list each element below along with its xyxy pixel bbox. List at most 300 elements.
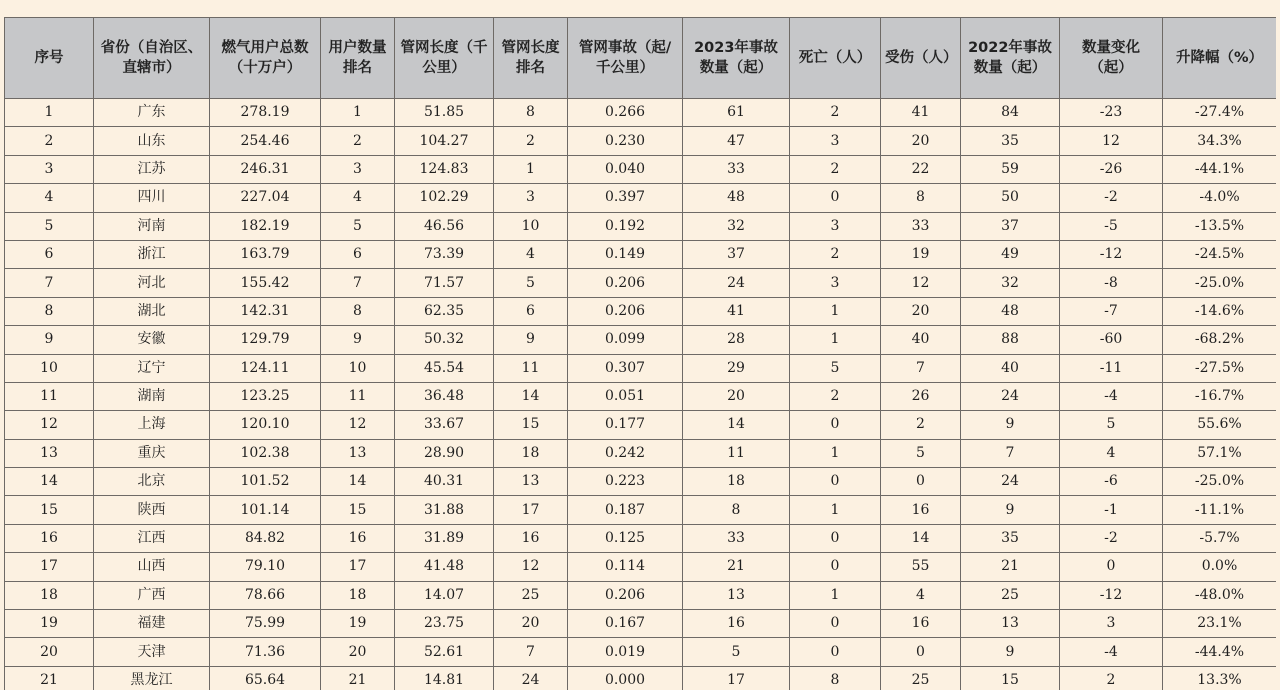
cell-users: 71.36 <box>210 638 321 666</box>
cell-users: 124.11 <box>210 354 321 382</box>
cell-users: 78.66 <box>210 581 321 609</box>
cell-users: 75.99 <box>210 610 321 638</box>
cell-pipe-rank: 2 <box>494 127 568 155</box>
cell-user-rank: 7 <box>321 269 395 297</box>
cell-index: 12 <box>5 411 94 439</box>
table-body <box>5 99 1277 690</box>
cell-change: 2 <box>1060 666 1163 690</box>
cell-accident-rate: 0.177 <box>568 411 683 439</box>
cell-injuries: 14 <box>881 524 961 552</box>
header-pipe-length <box>395 18 494 99</box>
cell-accidents-2022: 25 <box>961 581 1060 609</box>
cell-pipe-rank: 24 <box>494 666 568 690</box>
table-row <box>5 496 1277 524</box>
cell-accident-rate: 0.051 <box>568 382 683 410</box>
header-label: 数量变化（起） <box>1082 40 1140 76</box>
cell-pipe-length: 41.48 <box>395 553 494 581</box>
table-row <box>5 240 1277 268</box>
cell-change-pct: -4.0% <box>1163 184 1277 212</box>
cell-accident-rate: 0.000 <box>568 666 683 690</box>
cell-accidents-2022: 9 <box>961 638 1060 666</box>
cell-pipe-length: 46.56 <box>395 212 494 240</box>
cell-user-rank: 17 <box>321 553 395 581</box>
header-pipe-rank <box>494 18 568 99</box>
header-row <box>5 18 1277 99</box>
cell-province: 安徽 <box>94 326 210 354</box>
cell-accidents-2023: 21 <box>683 553 790 581</box>
cell-user-rank: 14 <box>321 468 395 496</box>
header-label: 燃气用户总数（十万户） <box>221 40 309 76</box>
cell-accidents-2022: 24 <box>961 382 1060 410</box>
cell-injuries: 55 <box>881 553 961 581</box>
header-label: 序号 <box>34 50 64 66</box>
cell-deaths: 2 <box>790 240 881 268</box>
cell-users: 227.04 <box>210 184 321 212</box>
cell-change: -26 <box>1060 155 1163 183</box>
cell-change: 4 <box>1060 439 1163 467</box>
cell-injuries: 19 <box>881 240 961 268</box>
cell-user-rank: 8 <box>321 297 395 325</box>
cell-injuries: 2 <box>881 411 961 439</box>
cell-accidents-2023: 48 <box>683 184 790 212</box>
cell-pipe-length: 51.85 <box>395 99 494 127</box>
cell-change-pct: -48.0% <box>1163 581 1277 609</box>
cell-change-pct: -24.5% <box>1163 240 1277 268</box>
cell-pipe-length: 124.83 <box>395 155 494 183</box>
cell-users: 155.42 <box>210 269 321 297</box>
cell-pipe-rank: 25 <box>494 581 568 609</box>
cell-change: -2 <box>1060 524 1163 552</box>
cell-index: 6 <box>5 240 94 268</box>
cell-change-pct: -5.7% <box>1163 524 1277 552</box>
cell-injuries: 20 <box>881 297 961 325</box>
cell-change-pct: -68.2% <box>1163 326 1277 354</box>
cell-index: 4 <box>5 184 94 212</box>
cell-accident-rate: 0.099 <box>568 326 683 354</box>
cell-injuries: 5 <box>881 439 961 467</box>
cell-deaths: 3 <box>790 212 881 240</box>
cell-users: 79.10 <box>210 553 321 581</box>
cell-index: 7 <box>5 269 94 297</box>
cell-user-rank: 5 <box>321 212 395 240</box>
cell-change: -6 <box>1060 468 1163 496</box>
cell-accident-rate: 0.206 <box>568 269 683 297</box>
cell-change-pct: 55.6% <box>1163 411 1277 439</box>
cell-accidents-2022: 9 <box>961 411 1060 439</box>
cell-accidents-2023: 33 <box>683 155 790 183</box>
cell-users: 182.19 <box>210 212 321 240</box>
table-row <box>5 326 1277 354</box>
cell-injuries: 16 <box>881 610 961 638</box>
header-label: 升降幅（%） <box>1175 50 1264 66</box>
cell-accidents-2022: 21 <box>961 553 1060 581</box>
cell-accidents-2022: 49 <box>961 240 1060 268</box>
cell-index: 18 <box>5 581 94 609</box>
cell-accidents-2023: 20 <box>683 382 790 410</box>
header-province <box>94 18 210 99</box>
cell-province: 四川 <box>94 184 210 212</box>
header-label: 管网长度（千公里） <box>400 40 488 76</box>
header-users <box>210 18 321 99</box>
cell-pipe-length: 31.89 <box>395 524 494 552</box>
header-change <box>1060 18 1163 99</box>
cell-user-rank: 4 <box>321 184 395 212</box>
cell-pipe-length: 23.75 <box>395 610 494 638</box>
header-label: 死亡（人） <box>798 50 872 66</box>
cell-accidents-2022: 35 <box>961 524 1060 552</box>
cell-deaths: 0 <box>790 184 881 212</box>
cell-deaths: 1 <box>790 581 881 609</box>
cell-accident-rate: 0.114 <box>568 553 683 581</box>
cell-province: 北京 <box>94 468 210 496</box>
cell-change: 0 <box>1060 553 1163 581</box>
header-deaths <box>790 18 881 99</box>
gas-accident-table <box>4 17 1276 690</box>
cell-injuries: 16 <box>881 496 961 524</box>
cell-accident-rate: 0.187 <box>568 496 683 524</box>
table-row <box>5 439 1277 467</box>
cell-index: 8 <box>5 297 94 325</box>
cell-pipe-rank: 12 <box>494 553 568 581</box>
cell-index: 1 <box>5 99 94 127</box>
table-row <box>5 411 1277 439</box>
cell-accidents-2022: 88 <box>961 326 1060 354</box>
table-row <box>5 638 1277 666</box>
cell-change: -2 <box>1060 184 1163 212</box>
table-row <box>5 524 1277 552</box>
cell-accidents-2022: 15 <box>961 666 1060 690</box>
cell-index: 17 <box>5 553 94 581</box>
cell-pipe-rank: 5 <box>494 269 568 297</box>
cell-injuries: 4 <box>881 581 961 609</box>
cell-index: 19 <box>5 610 94 638</box>
cell-injuries: 40 <box>881 326 961 354</box>
cell-change: -4 <box>1060 382 1163 410</box>
cell-users: 246.31 <box>210 155 321 183</box>
cell-province: 天津 <box>94 638 210 666</box>
cell-pipe-length: 52.61 <box>395 638 494 666</box>
cell-province: 广西 <box>94 581 210 609</box>
table-header <box>5 18 1277 99</box>
cell-pipe-length: 14.07 <box>395 581 494 609</box>
cell-accident-rate: 0.149 <box>568 240 683 268</box>
cell-change: -12 <box>1060 240 1163 268</box>
table-row <box>5 382 1277 410</box>
cell-province: 辽宁 <box>94 354 210 382</box>
cell-users: 65.64 <box>210 666 321 690</box>
cell-user-rank: 12 <box>321 411 395 439</box>
cell-pipe-rank: 15 <box>494 411 568 439</box>
cell-change-pct: 23.1% <box>1163 610 1277 638</box>
cell-province: 山东 <box>94 127 210 155</box>
cell-pipe-length: 28.90 <box>395 439 494 467</box>
cell-index: 11 <box>5 382 94 410</box>
cell-accidents-2022: 37 <box>961 212 1060 240</box>
cell-deaths: 8 <box>790 666 881 690</box>
cell-province: 江苏 <box>94 155 210 183</box>
cell-accidents-2023: 37 <box>683 240 790 268</box>
cell-injuries: 8 <box>881 184 961 212</box>
cell-user-rank: 1 <box>321 99 395 127</box>
cell-pipe-length: 102.29 <box>395 184 494 212</box>
cell-accidents-2022: 32 <box>961 269 1060 297</box>
cell-users: 123.25 <box>210 382 321 410</box>
cell-injuries: 20 <box>881 127 961 155</box>
header-accidents-2023 <box>683 18 790 99</box>
cell-accidents-2023: 11 <box>683 439 790 467</box>
cell-pipe-rank: 1 <box>494 155 568 183</box>
cell-accident-rate: 0.242 <box>568 439 683 467</box>
cell-province: 广东 <box>94 99 210 127</box>
cell-users: 84.82 <box>210 524 321 552</box>
cell-change: -12 <box>1060 581 1163 609</box>
cell-deaths: 0 <box>790 524 881 552</box>
cell-pipe-rank: 8 <box>494 99 568 127</box>
table-row <box>5 553 1277 581</box>
table-row <box>5 155 1277 183</box>
cell-accident-rate: 0.307 <box>568 354 683 382</box>
cell-pipe-length: 45.54 <box>395 354 494 382</box>
cell-accident-rate: 0.266 <box>568 99 683 127</box>
cell-user-rank: 3 <box>321 155 395 183</box>
cell-change: -8 <box>1060 269 1163 297</box>
cell-index: 14 <box>5 468 94 496</box>
cell-change: 5 <box>1060 411 1163 439</box>
cell-injuries: 12 <box>881 269 961 297</box>
cell-accidents-2023: 8 <box>683 496 790 524</box>
cell-index: 15 <box>5 496 94 524</box>
cell-accident-rate: 0.167 <box>568 610 683 638</box>
cell-accidents-2023: 41 <box>683 297 790 325</box>
cell-pipe-length: 104.27 <box>395 127 494 155</box>
cell-province: 河南 <box>94 212 210 240</box>
table-row <box>5 269 1277 297</box>
table-row <box>5 666 1277 690</box>
cell-change: -4 <box>1060 638 1163 666</box>
header-label: 省份（自治区、直辖市） <box>100 40 203 76</box>
cell-users: 101.14 <box>210 496 321 524</box>
table-row <box>5 297 1277 325</box>
cell-accidents-2023: 17 <box>683 666 790 690</box>
cell-pipe-length: 31.88 <box>395 496 494 524</box>
table-row <box>5 354 1277 382</box>
cell-change-pct: 0.0% <box>1163 553 1277 581</box>
cell-accident-rate: 0.230 <box>568 127 683 155</box>
cell-change: -11 <box>1060 354 1163 382</box>
cell-injuries: 22 <box>881 155 961 183</box>
cell-users: 129.79 <box>210 326 321 354</box>
cell-user-rank: 2 <box>321 127 395 155</box>
cell-pipe-length: 33.67 <box>395 411 494 439</box>
cell-injuries: 33 <box>881 212 961 240</box>
cell-index: 20 <box>5 638 94 666</box>
cell-pipe-length: 14.81 <box>395 666 494 690</box>
header-user-rank <box>321 18 395 99</box>
cell-change: -5 <box>1060 212 1163 240</box>
cell-index: 16 <box>5 524 94 552</box>
cell-change: -23 <box>1060 99 1163 127</box>
cell-accidents-2022: 50 <box>961 184 1060 212</box>
cell-pipe-length: 50.32 <box>395 326 494 354</box>
cell-pipe-rank: 14 <box>494 382 568 410</box>
cell-pipe-rank: 6 <box>494 297 568 325</box>
cell-index: 9 <box>5 326 94 354</box>
cell-index: 5 <box>5 212 94 240</box>
cell-change-pct: -16.7% <box>1163 382 1277 410</box>
table-row <box>5 184 1277 212</box>
cell-deaths: 3 <box>790 127 881 155</box>
cell-accidents-2022: 13 <box>961 610 1060 638</box>
cell-province: 河北 <box>94 269 210 297</box>
cell-user-rank: 18 <box>321 581 395 609</box>
cell-index: 21 <box>5 666 94 690</box>
cell-change: 3 <box>1060 610 1163 638</box>
cell-accidents-2023: 29 <box>683 354 790 382</box>
cell-user-rank: 21 <box>321 666 395 690</box>
cell-province: 上海 <box>94 411 210 439</box>
cell-injuries: 26 <box>881 382 961 410</box>
cell-pipe-rank: 13 <box>494 468 568 496</box>
cell-accidents-2022: 35 <box>961 127 1060 155</box>
cell-user-rank: 10 <box>321 354 395 382</box>
cell-accidents-2022: 24 <box>961 468 1060 496</box>
cell-accidents-2022: 9 <box>961 496 1060 524</box>
cell-user-rank: 6 <box>321 240 395 268</box>
cell-deaths: 0 <box>790 610 881 638</box>
cell-accidents-2022: 40 <box>961 354 1060 382</box>
cell-deaths: 3 <box>790 269 881 297</box>
cell-users: 278.19 <box>210 99 321 127</box>
cell-accident-rate: 0.019 <box>568 638 683 666</box>
table-row <box>5 468 1277 496</box>
cell-province: 山西 <box>94 553 210 581</box>
table-row <box>5 581 1277 609</box>
cell-change-pct: -27.5% <box>1163 354 1277 382</box>
cell-user-rank: 15 <box>321 496 395 524</box>
cell-pipe-length: 73.39 <box>395 240 494 268</box>
cell-accident-rate: 0.125 <box>568 524 683 552</box>
cell-accidents-2023: 47 <box>683 127 790 155</box>
cell-change-pct: -25.0% <box>1163 269 1277 297</box>
cell-deaths: 5 <box>790 354 881 382</box>
cell-accidents-2023: 16 <box>683 610 790 638</box>
cell-users: 163.79 <box>210 240 321 268</box>
header-label: 管网长度排名 <box>501 40 560 76</box>
cell-accident-rate: 0.223 <box>568 468 683 496</box>
cell-user-rank: 9 <box>321 326 395 354</box>
cell-pipe-rank: 20 <box>494 610 568 638</box>
cell-change-pct: -13.5% <box>1163 212 1277 240</box>
cell-pipe-length: 36.48 <box>395 382 494 410</box>
cell-accidents-2022: 48 <box>961 297 1060 325</box>
cell-change-pct: 13.3% <box>1163 666 1277 690</box>
cell-deaths: 1 <box>790 297 881 325</box>
cell-deaths: 0 <box>790 638 881 666</box>
header-label: 受伤（人） <box>885 50 958 66</box>
cell-accident-rate: 0.192 <box>568 212 683 240</box>
cell-injuries: 0 <box>881 468 961 496</box>
cell-change: -1 <box>1060 496 1163 524</box>
cell-deaths: 0 <box>790 411 881 439</box>
cell-index: 10 <box>5 354 94 382</box>
cell-province: 重庆 <box>94 439 210 467</box>
cell-province: 陕西 <box>94 496 210 524</box>
cell-accidents-2023: 13 <box>683 581 790 609</box>
cell-deaths: 1 <box>790 326 881 354</box>
table-row <box>5 99 1277 127</box>
cell-pipe-rank: 16 <box>494 524 568 552</box>
cell-change: -7 <box>1060 297 1163 325</box>
cell-injuries: 0 <box>881 638 961 666</box>
cell-accident-rate: 0.397 <box>568 184 683 212</box>
cell-deaths: 2 <box>790 155 881 183</box>
cell-users: 101.52 <box>210 468 321 496</box>
cell-accidents-2022: 84 <box>961 99 1060 127</box>
table-row <box>5 127 1277 155</box>
cell-province: 湖北 <box>94 297 210 325</box>
cell-index: 13 <box>5 439 94 467</box>
table-row <box>5 212 1277 240</box>
cell-change-pct: -25.0% <box>1163 468 1277 496</box>
table-row <box>5 610 1277 638</box>
cell-accident-rate: 0.206 <box>568 581 683 609</box>
cell-pipe-rank: 4 <box>494 240 568 268</box>
cell-change-pct: -27.4% <box>1163 99 1277 127</box>
cell-pipe-rank: 7 <box>494 638 568 666</box>
cell-change: -60 <box>1060 326 1163 354</box>
header-label: 2022年事故数量（起） <box>968 40 1052 76</box>
cell-change: 12 <box>1060 127 1163 155</box>
cell-accidents-2023: 24 <box>683 269 790 297</box>
cell-deaths: 2 <box>790 382 881 410</box>
cell-accidents-2023: 32 <box>683 212 790 240</box>
cell-users: 142.31 <box>210 297 321 325</box>
cell-change-pct: -44.4% <box>1163 638 1277 666</box>
cell-pipe-length: 62.35 <box>395 297 494 325</box>
cell-pipe-rank: 17 <box>494 496 568 524</box>
cell-index: 2 <box>5 127 94 155</box>
cell-injuries: 41 <box>881 99 961 127</box>
cell-pipe-length: 40.31 <box>395 468 494 496</box>
header-index <box>5 18 94 99</box>
cell-users: 254.46 <box>210 127 321 155</box>
cell-injuries: 7 <box>881 354 961 382</box>
cell-province: 江西 <box>94 524 210 552</box>
cell-deaths: 0 <box>790 553 881 581</box>
cell-accident-rate: 0.040 <box>568 155 683 183</box>
cell-deaths: 2 <box>790 99 881 127</box>
cell-pipe-rank: 18 <box>494 439 568 467</box>
header-change-pct <box>1163 18 1277 99</box>
cell-province: 浙江 <box>94 240 210 268</box>
cell-pipe-rank: 9 <box>494 326 568 354</box>
cell-user-rank: 13 <box>321 439 395 467</box>
cell-change-pct: 57.1% <box>1163 439 1277 467</box>
cell-users: 120.10 <box>210 411 321 439</box>
cell-change-pct: 34.3% <box>1163 127 1277 155</box>
cell-province: 福建 <box>94 610 210 638</box>
cell-user-rank: 20 <box>321 638 395 666</box>
cell-deaths: 1 <box>790 439 881 467</box>
cell-pipe-length: 71.57 <box>395 269 494 297</box>
table-container <box>4 17 1276 690</box>
header-label: 2023年事故数量（起） <box>694 40 778 76</box>
cell-change-pct: -14.6% <box>1163 297 1277 325</box>
cell-accident-rate: 0.206 <box>568 297 683 325</box>
cell-accidents-2022: 7 <box>961 439 1060 467</box>
cell-pipe-rank: 11 <box>494 354 568 382</box>
header-injuries <box>881 18 961 99</box>
